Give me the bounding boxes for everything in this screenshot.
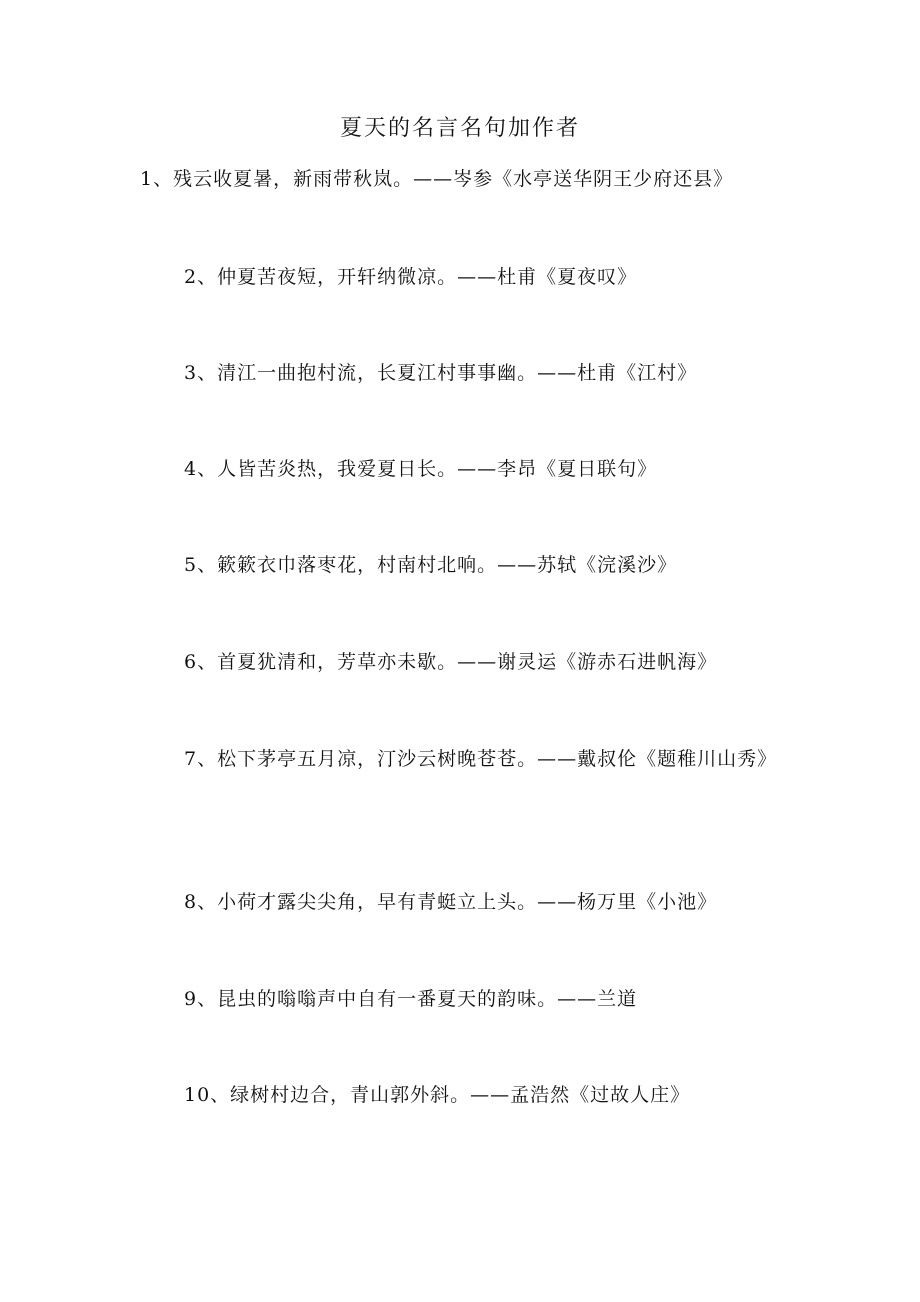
document-title: 夏天的名言名句加作者 [339, 116, 580, 141]
quote-item: 9、昆虫的嗡嗡声中自有一番夏天的韵味。——兰道 [184, 988, 638, 1010]
quote-item: 4、人皆苦炎热，我爱夏日长。——李昂《夏日联句》 [184, 458, 658, 480]
quote-item: 6、首夏犹清和，芳草亦未歇。——谢灵运《游赤石进帆海》 [184, 651, 718, 673]
quote-item: 5、簌簌衣巾落枣花，村南村北响。——苏轼《浣溪沙》 [184, 554, 678, 576]
quote-item: 7、松下茅亭五月凉，汀沙云树晚苍苍。——戴叔伦《题稚川山秀》 [184, 748, 778, 770]
quote-item: 3、清江一曲抱村流，长夏江村事事幽。——杜甫《江村》 [184, 362, 698, 384]
quote-item: 10、绿树村边合，青山郭外斜。——孟浩然《过故人庄》 [184, 1084, 691, 1106]
quote-item: 2、仲夏苦夜短，开轩纳微凉。——杜甫《夏夜叹》 [184, 266, 638, 288]
quote-item: 8、小荷才露尖尖角，早有青蜓立上头。——杨万里《小池》 [184, 891, 718, 913]
quote-item: 1、残云收夏暑，新雨带秋岚。——岑参《水亭送华阴王少府还县》 [140, 168, 734, 190]
